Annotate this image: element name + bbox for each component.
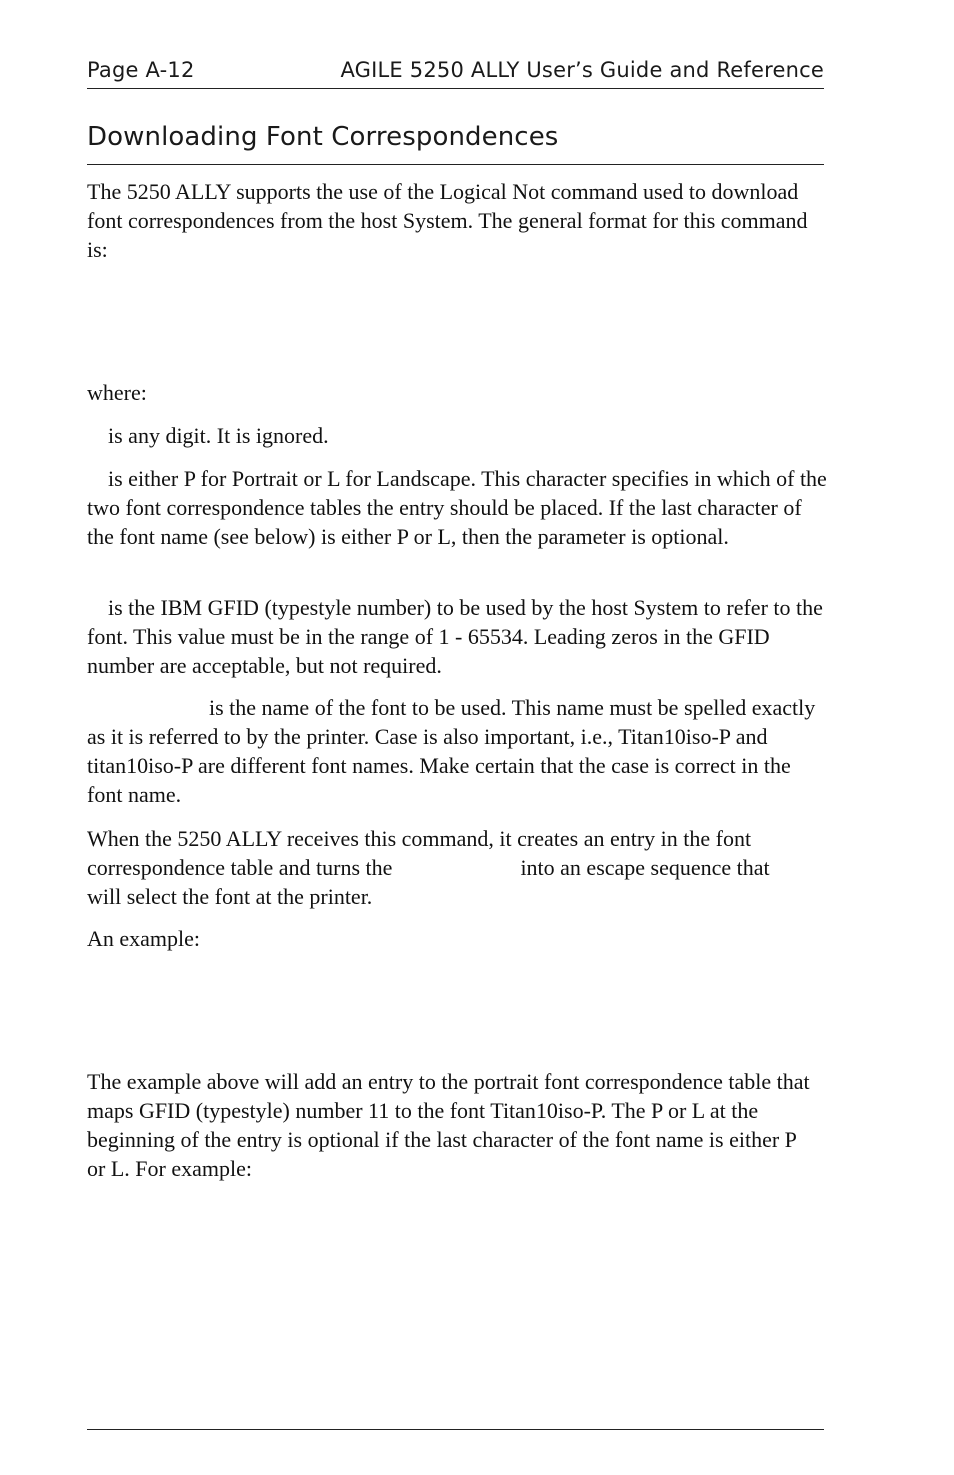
page-header bbox=[87, 56, 824, 89]
section-title-text: Downloading Font Correspondences bbox=[87, 122, 559, 152]
param-digit-description: is any digit. It is ignored. bbox=[108, 423, 329, 448]
running-title: AGILE 5250 ALLY User’s Guide and Reference bbox=[340, 58, 824, 82]
section-title bbox=[87, 122, 824, 165]
receive-paragraph bbox=[87, 824, 787, 911]
footer-rule bbox=[87, 1429, 824, 1430]
receive-text-part2: into an escape sequence that will select the font at the printer. bbox=[87, 855, 770, 909]
page-number: Page A-12 bbox=[87, 58, 195, 82]
receive-text-part1: When the 5250 ALLY receives this command, it creates an entry in the font correspondence table and turns the bbox=[87, 826, 752, 880]
param-fontname-description: is the name of the font to be used. This name must be spelled exactly as it is referred to by the printer. Case is also important, i.e., Titan10iso-P and titan10iso-P are different font names. Make certain that the case is correct in the font name. bbox=[87, 695, 816, 807]
where-label: where: bbox=[87, 380, 147, 405]
intro-paragraph: The 5250 ALLY supports the use of the Logical Not command used to download font correspondences from the host System. The general format for this command is: bbox=[87, 179, 808, 262]
param-orientation-description: is either P for Portrait or L for Landscape. This character specifies in which of the two font correspondence tables the entry should be placed. If the last character of the font name (see below) is either P or L, then the parameter is optional. bbox=[87, 466, 827, 549]
example-label: An example: bbox=[87, 926, 201, 951]
example-explanation: The example above will add an entry to the portrait font correspondence table that maps GFID (typestyle) number 11 to the font Titan10iso-P. The P or L at the beginning of the entry is optional if the last character of the font name is either P or L. For example: bbox=[87, 1069, 810, 1181]
param-gfid-description: is the IBM GFID (typestyle number) to be used by the host System to refer to the font. This value must be in the range of 1 - 65534. Leading zeros in the GFID number are acceptable, but not required. bbox=[87, 595, 823, 678]
